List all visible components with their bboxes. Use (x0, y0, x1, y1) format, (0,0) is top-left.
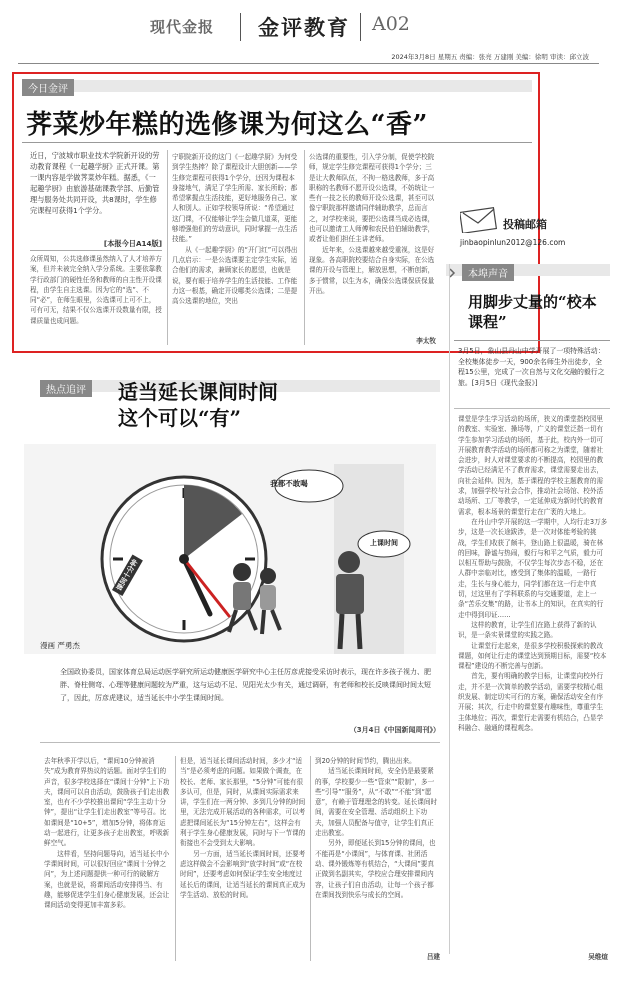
lead-summary-rule (30, 250, 162, 251)
lead-headline: 荠菜炒年糕的选修课为何这么“香” (26, 110, 428, 140)
hot-column-2: 但是，适当延长课间活动时间，多少才“适当”是必须考虑的问题。如果做个调查，在校长、老师、家长那里，“5分钟”可能有很多认可，但是，同时，从课间实际需求来讲，学生们在一两分钟、多到几分钟的时间里，无法完成开展活动的各种需求，可以考虑把课间延长为“15分钟左右”，这样会有利于学生身心健康发展，同时与下一节课的衔接也不会受到太大影响。 另一方面，适当延长课间时间，还要考虑这样做会不会影响到“放学时间”或“在校时间”，还要考虑如何保证学生安全地度过延长后的课间，让适当延长的课间真正成为学生活动、放松的时间。 (180, 757, 306, 899)
lead-column-3: 公选课的重要性，引入学分制，促使学校院师，规定学生修完课程可获得1个学分；三是让大教师队伍，不拘一格选教师，多于高职称的名教师不愿开设公选课，不妨统让一些有一技之长的教师开设公选课，甚至可以像宁职院那样邀请同伴辅助教学，总而言之，对学校来说，要把公选课当成必选课，也可以邀请工人师傅和农民伯伯辅助教学，或者让他们担任主讲老师。 近年来，公选课越来越受重视，这是好现象。各高职院校要结合自身实际，在公选课的开设与管理上，解放思想，不断创新，多于惯常，以生为本，确保公选课保质保量开出。 (309, 153, 435, 295)
dateline: 2024年3月8日 星期五 责编：张亮 万建刚 美编：徐明 审读：邱立波 (391, 53, 589, 61)
side-rule (454, 408, 610, 409)
lead-summary-source: [本报今日A14版] (103, 239, 162, 248)
side-headline: 用脚步丈量的“校本课程” (468, 293, 597, 331)
column-divider (304, 150, 305, 345)
cartoon-bubble-1: 我都不敢喝 (270, 479, 308, 488)
page-number: A02 (372, 13, 410, 35)
hot-column-1: 去年秋季开学以后，“课间10分钟被消失”成为教育界热议的话题。面对学生们的声音，很多学校选择在“课间十分钟”上下功夫，课间可以自由活动，鼓励孩子们走出教室，也有不少学校推出课间“学生主动十分钟”，提出“让学生们走出教室”等号召。比如课间是“10+5”，增加5分钟，将体育运动一起进行，让更多孩子走出教室，呼吸新鲜空气。 这样看，坚持问题导向，适当延长中小学课间时间，可以很好回应“课间十分钟之问”，为上述问题提供一种可行的破解方案，也就是说，将课间活动安排得当、有趣，能够促进学生们身心健康发展，还会让课间活动变得更加丰富多彩。 (44, 757, 170, 910)
side-author: 吴维煊 (588, 953, 608, 961)
hot-author: 吕建 (426, 953, 440, 961)
side-column: 课堂是学生学习活动的场所，狭义的课堂指校园里的教室、实验室、操场等，广义的课堂泛指一切有学生参加学习活动的场所，基于此，校内外一切可开展教育教学活动的场所都可称之为课堂，随着社会进步，时人对课堂要求的不断提高，校园里的教学活动已经满足不了教育需求，课堂需要走出去，向社会延伸。因为，基于课程的学校主题教育的需求，加强学校与社会合作，推动社会场馆、校外活动场所、工厂等教学，一定延伸成为新时代的教育需求，根本场景的课堂行走在广袤的大地上。 在丹山中学开展的这一学期中，人均行走3万多步，这是一次长途跋涉，是一次对体能考验的挑战，学生们收获了颇丰，登山路上很温暖，骑在林的回味，静谧与热闹，毅行与和平之气质，毅力可以相互帮助与鼓励，不仅学生每次步态不稳，还在人群中亲临对比，感受到了集体的温暖，一路行走，生长与身心能力，同学们都在这一行走中真切，过这里有了学科联系的与交通要道，走上一条“苦乐交集”的路，让书本上的知识，在真实的行走中得到印证…… 这样的教育，让学生们在路上获得了新的认识，是一条实景课堂的实践之路。 让课堂行走起来，是很多学校积极探索的教改课题，如何让行走的课堂达到预期目标，需要“校本课程”建设的不断完善与创新。 首先，要有明确的教学目标，让课堂向校外行走，并不是一次简单的教学活动，需要学校精心组织发展、制定切实可行的方案，确保活动安全有序开展；其次，行走中的课堂要有趣味性，尊重学生主体地位；再次，课堂行走需要有机结合，凸显学科融合、融通的课程观念。 (458, 415, 608, 732)
cartoon-illustration (24, 444, 436, 654)
cartoon-credit: 漫画 严勇杰 (40, 641, 80, 650)
hot-headline-line2: 这个可以“有” (118, 406, 242, 430)
lead-author: 李太牧 (416, 337, 436, 345)
masthead-divider (240, 13, 241, 41)
side-summary: 3月5日，象山县丹山中学开展了一项特殊活动：全校集体徒步一天，900余名师生外出徒步，全程15公里，完成了一次自然与文化交融的毅行之旅。[3月5日《现代金报》] (458, 347, 605, 387)
side-section-tag: 本埠声音 (462, 264, 514, 281)
column-divider (175, 756, 176, 961)
lead-rule (22, 142, 532, 143)
column-divider (310, 756, 311, 961)
masthead-divider (360, 13, 361, 41)
hot-section-tag: 热点追评 (40, 380, 92, 397)
envelope-icon (460, 207, 498, 233)
hot-column-3: 到20分钟的时间节约，腾出出来。 适当延长课间时间，安全仍是最要紧的事，学校要少一些“管束”“限制”，多一些“引导”“服务”，从“不敢”“不能”到“愿意”，有赖于管理理念的转变。延长课间时间，需要在安全管理、活动组织上下功夫，加强人员配备与值守，让学生们真正走出教室。 另外，即便延长到15分钟的课间，也不能再是“小课间”，与体育课、社团活动、课外锻炼等有机结合，“大课间”要真正做到名副其实，学校应合理安排课间内容，让孩子们自由活动，让每一个孩子都在课间找到快乐与成长的空间。 (315, 757, 438, 899)
lead-column-1: 众所周知，公共选修课虽然纳入了人才培养方案，但并未被完全纳入学分系统。主要依靠教学行政部门的硬性任务和教师的自主性开设课程，由学生自主选课。因为它的“选”、不同“必”，在师生眼里，公选课可上可不上，可有可无，结果不仅公选课开设数量有限，授课质量也成问题。 (30, 255, 162, 325)
submission-label: 投稿邮箱 (503, 218, 547, 231)
lead-column-2: 宁职院新开设的这门《一起趣学厨》为何受到学生热捧？除了课程设计大胆创新——学生修完课程可获得1个学分，还因为课程本身接地气，满足了学生所需、家长所盼；都希望掌握点生活技能，更好地服务自己、家人和别人。正如学校领导所说：“希望通过这门课，不仅能够让学生会做几道菜，更能够增强他们的劳动意识，同时掌握一点生活技能。” 从《一起趣学厨》的“开门红”可以得出几点启示：一是公选课要主定学生实际，适合他们的需求，兼顾家长的愿望，也就是说，要有眼于培养学生的生活技能、工作能力这一根基，确定开设哪类公选课；二是提高公选课的地位，突出 (172, 153, 298, 306)
cartoon-bubble-2: 上课时间 (370, 539, 398, 547)
submission-email[interactable]: jinbaopinlun2012@126.com (460, 238, 566, 247)
hot-headline-line1: 适当延长课间时间 (118, 380, 278, 404)
masthead-left-title: 现代金报 (150, 18, 215, 36)
hot-rule (40, 742, 440, 743)
cartoon-clock-label: 课间十分钟 (112, 554, 143, 596)
hot-summary-source: （3月4日《中国新闻周刊》） (349, 726, 440, 734)
hot-summary: 全国政协委员，国家体育总局运动医学研究所运动健康医学研究中心主任厉彦虎接受采访时表示，现在许多孩子视力、肥胖、脊柱侧弯、心理等健康问题较为严重，这与运动不足、见阳光太少有关，通过调研，有老师和校长反映课间时间太短了，因此，厉彦虎建议，适当延长中小学生课间时间。 (60, 668, 431, 702)
section-bar (22, 80, 532, 92)
side-rule (454, 340, 610, 341)
column-divider (167, 150, 168, 345)
masthead-rule (18, 63, 599, 64)
masthead-center-title: 金评教育 (258, 15, 350, 40)
lead-summary: 近日，宁波城市职业技术学院新开设的劳动教育课程《一起趣学厨》正式开课。第一课内容是学做荠菜炒年糕。据悉，《一起趣学厨》由旅游基础课教学部、后勤管理与服务处共同开设，共8课时，学生修完课程可获得1个学分。 (30, 151, 160, 215)
lead-section-tag: 今日金评 (22, 79, 74, 96)
column-divider (449, 264, 450, 954)
